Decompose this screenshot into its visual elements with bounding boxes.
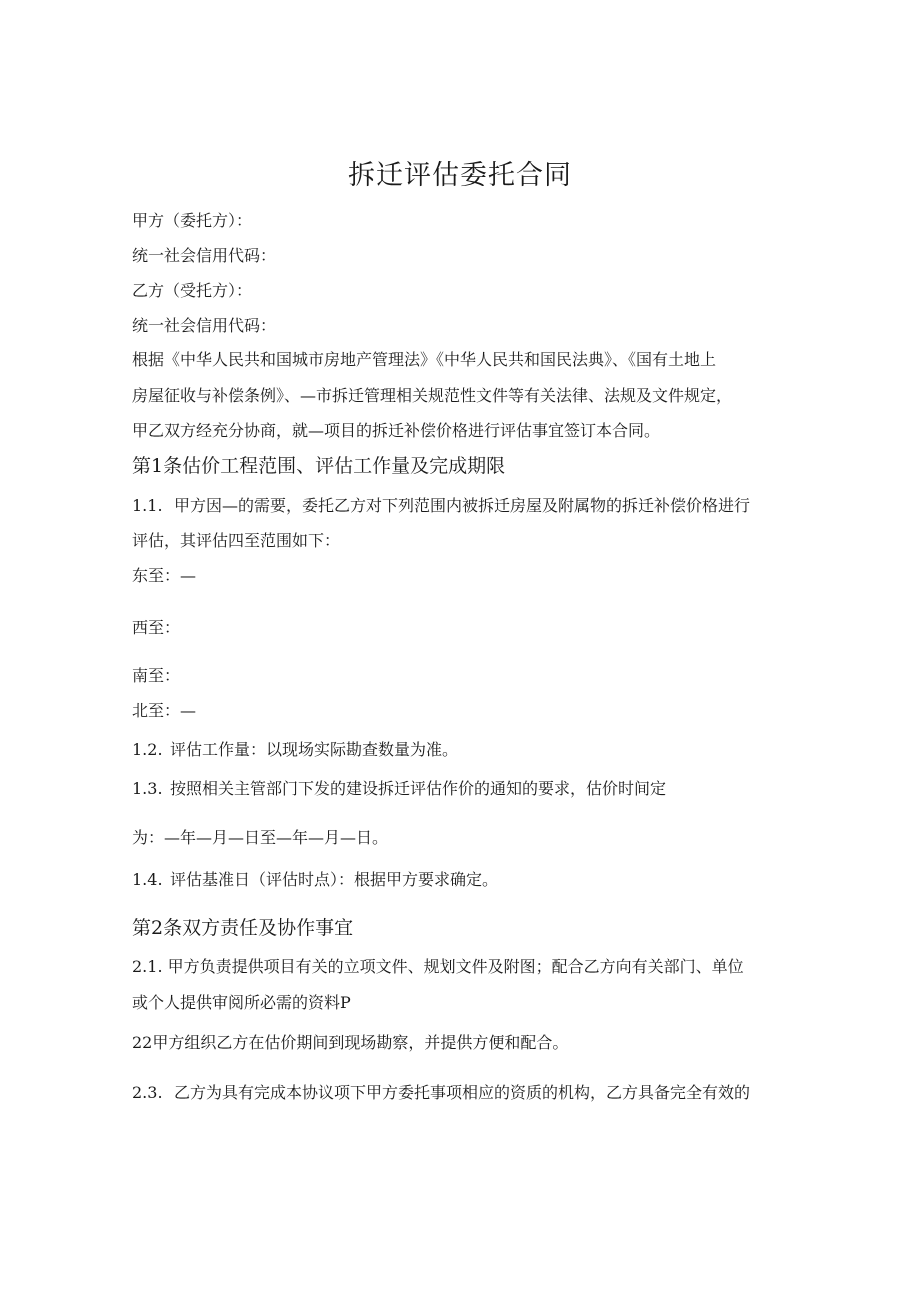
clause-2-3-line	[132, 1081, 792, 1105]
section-2-heading: 第2条双方责任及协作事宜	[132, 917, 354, 939]
clause-1-4	[132, 868, 792, 892]
clause-text: 乙方为具有完成本协议项下甲方委托事项相应的资质的机构，乙方具备完全有效的	[174, 1083, 751, 1102]
clause-1-3-line	[132, 777, 792, 801]
clause-text: 甲方因—的需要，委托乙方对下列范围内被拆迁房屋及附属物的拆迁补偿价格进行	[174, 496, 751, 515]
clause-1-3-line: 为：—年—月—日至—年—月—日。	[132, 828, 389, 847]
clause-number: 1.3.	[132, 779, 163, 798]
clause-number: 1.1.	[132, 496, 163, 515]
party-b-credit-code-label: 统一社会信用代码：	[132, 316, 277, 335]
boundary-north: 北至：—	[132, 701, 197, 720]
boundary-west: 西至：	[132, 618, 181, 637]
boundary-south: 南至：	[132, 666, 181, 685]
intro-paragraph-line: 甲乙双方经充分协商，就—项目的拆迁补偿价格进行评估事宜签订本合同。	[132, 421, 661, 440]
clause-number: 2.3.	[132, 1083, 163, 1102]
document-title: 拆迁评估委托合同	[348, 160, 572, 191]
clause-1-2	[132, 738, 792, 762]
clause-number: 1.4.	[132, 870, 163, 889]
clause-text: 按照相关主管部门下发的建设拆迁评估作价的通知的要求，估价时间定	[170, 779, 667, 798]
intro-paragraph-line: 房屋征收与补偿条例》、—市拆迁管理相关规范性文件等有关法律、法规及文件规定，	[132, 386, 733, 405]
party-b-label: 乙方（受托方）：	[132, 281, 253, 300]
clause-1-1-line	[132, 494, 792, 518]
clause-number: 1.2.	[132, 740, 163, 759]
party-a-credit-code-label: 统一社会信用代码：	[132, 246, 277, 265]
clause-2-2: 22甲方组织乙方在估价期间到现场勘察，并提供方便和配合。	[132, 1033, 569, 1052]
party-a-label: 甲方（委托方）：	[132, 211, 253, 230]
clause-1-1-line: 评估，其评估四至范围如下：	[132, 531, 341, 550]
intro-paragraph-line: 根据《中华人民共和国城市房地产管理法》《中华人民共和国民法典》、《国有土地上	[132, 350, 717, 369]
clause-2-1-line: 或个人提供审阅所必需的资料P	[132, 993, 351, 1012]
clause-text: 评估工作量：以现场实际勘查数量为准。	[170, 740, 459, 759]
clause-text: 评估基准日（评估时点）：根据甲方要求确定。	[170, 870, 499, 889]
boundary-east: 东至：—	[132, 566, 197, 585]
section-1-heading: 第1条估价工程范围、评估工作量及完成期限	[132, 455, 506, 477]
clause-2-1-line: 2.1. 甲方负责提供项目有关的立项文件、规划文件及附图；配合乙方向有关部门、单位	[132, 957, 744, 976]
